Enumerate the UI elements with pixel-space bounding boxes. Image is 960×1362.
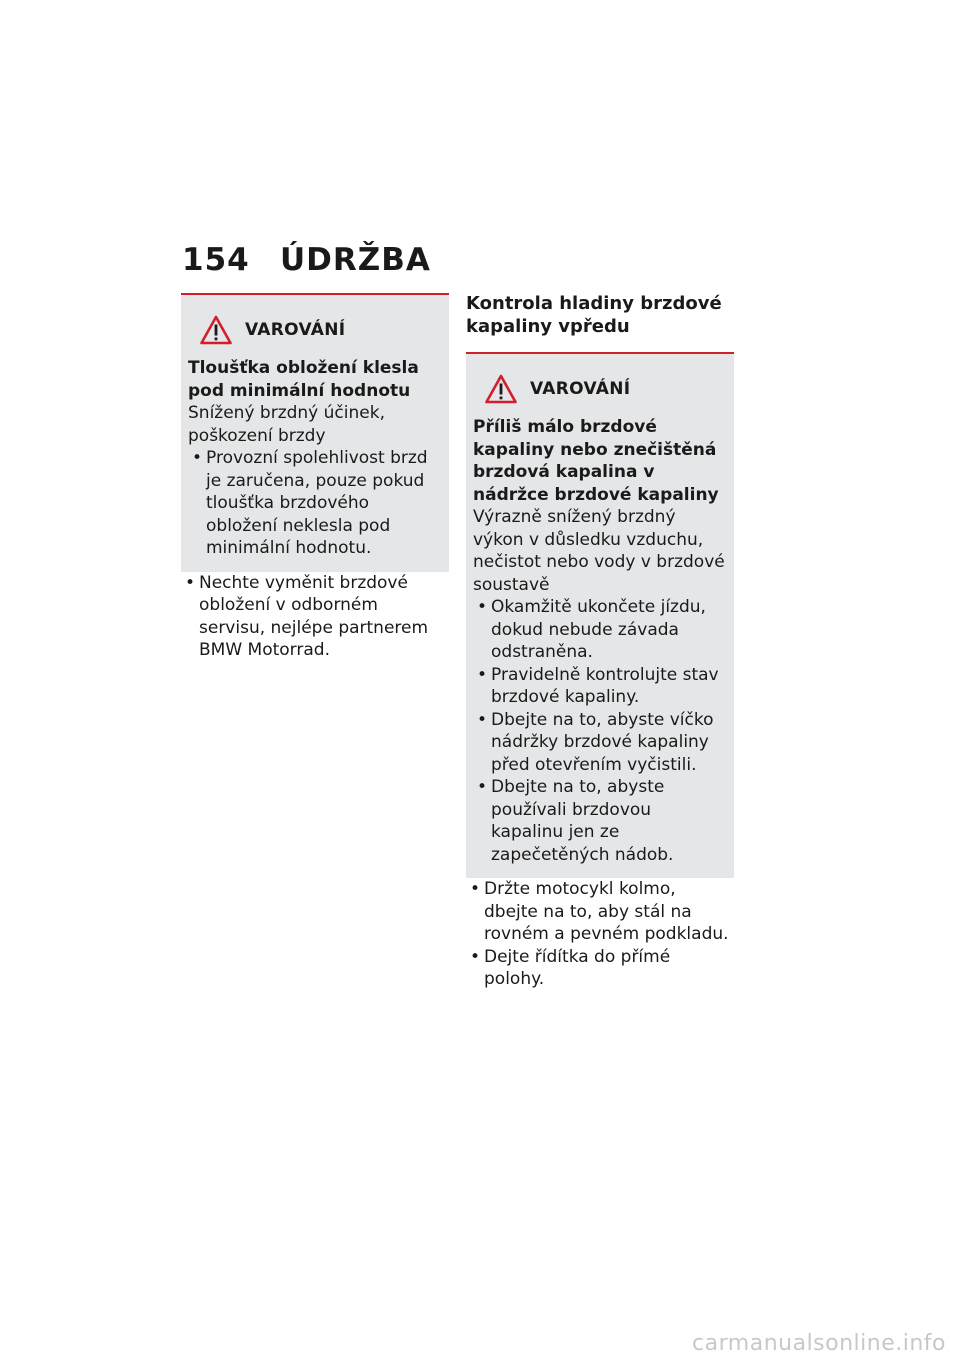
chapter-title: ÚDRŽBA	[280, 242, 431, 278]
list-item: • Dbejte na to, abyste používali brzdovou kapalinu jen ze zapečetěných nádob.	[473, 776, 727, 866]
warning-box-brake-fluid	[466, 352, 734, 878]
left-column	[181, 293, 449, 662]
instruction-list	[181, 572, 449, 662]
warning-header	[485, 372, 727, 406]
instruction-list	[466, 878, 734, 991]
list-item: • Pravidelně kontrolujte stav brzdové kapaliny.	[473, 664, 727, 709]
watermark: carmanualsonline.info	[692, 1331, 946, 1356]
warning-header	[200, 313, 442, 347]
warning-label: VAROVÁNÍ	[245, 320, 346, 340]
list-item: • Držte motocykl kolmo, dbejte na to, aby stál na rovném a pevném podkladu.	[466, 878, 734, 946]
list-item: • Dejte řídítka do přímé polohy.	[466, 946, 734, 991]
list-item: • Dbejte na to, abyste víčko nádržky brzdové kapaliny před otevřením vyčistili.	[473, 709, 727, 777]
warning-bullet-list	[473, 596, 727, 866]
list-item: • Nechte vyměnit brzdové obložení v odborném servisu, nejlépe partnerem BMW Motorrad.	[181, 572, 449, 662]
warning-triangle-icon	[485, 374, 517, 404]
warning-heading: Příliš málo brzdové kapaliny nebo znečištěná brzdová kapalina v nádržce brzdové kapaliny	[473, 417, 719, 505]
page-number: 154	[182, 242, 250, 278]
right-column	[466, 292, 734, 991]
list-item: • Okamžitě ukončete jízdu, dokud nebude závada odstraněna.	[473, 596, 727, 664]
warning-text: Snížený brzdný účinek, poškození brzdy	[188, 403, 385, 446]
warning-heading: Tloušťka obložení klesla pod minimální hodnotu	[188, 358, 419, 401]
list-item: • Provozní spolehlivost brzd je zaručena, pouze pokud tloušťka brzdového obložení neklesla pod minimální hodnotu.	[188, 447, 442, 560]
section-title: Kontrola hladiny brzdové kapaliny vpředu	[466, 293, 722, 337]
warning-label: VAROVÁNÍ	[530, 379, 631, 399]
warning-bullet-list	[188, 447, 442, 560]
warning-box-brake-pads	[181, 293, 449, 572]
warning-triangle-icon	[200, 315, 232, 345]
warning-text: Výrazně snížený brzdný výkon v důsledku vzduchu, nečistot nebo vody v brzdové soustavě	[473, 507, 725, 595]
